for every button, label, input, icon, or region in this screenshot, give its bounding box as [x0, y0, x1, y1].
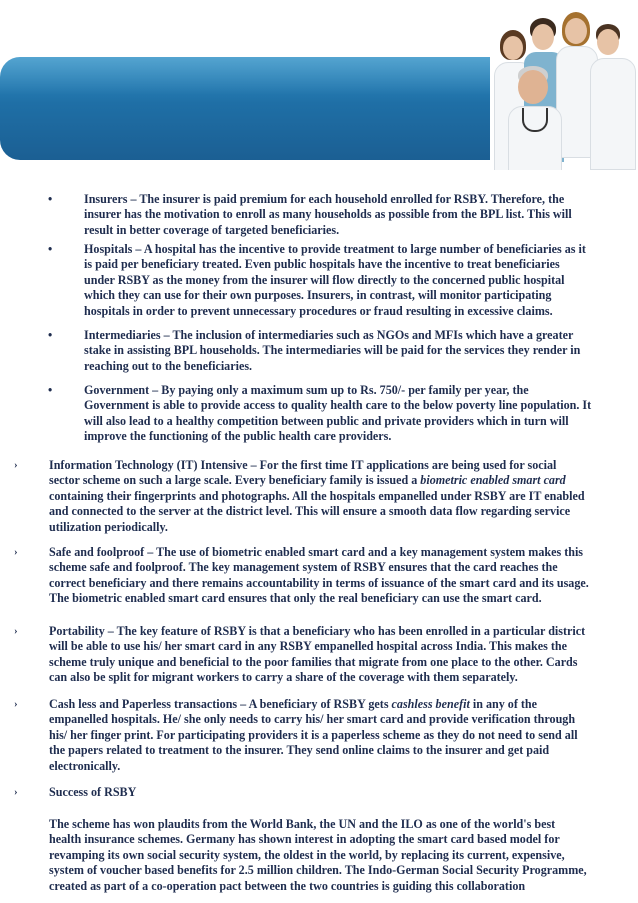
bullet-marker: •	[48, 192, 53, 206]
text-line: Government – By paying only a maximum sum up to Rs. 750/- per family per year, the	[84, 383, 529, 397]
text-line: reaching out to the beneficiaries.	[84, 358, 253, 373]
arrow-marker-icon: ›	[14, 625, 18, 637]
text-line: insurer has the motivation to enroll as many households as possible from the BPL list. This will	[84, 207, 572, 222]
text-line: created as part of a co-operation pact between the two countries is guiding this collaboration	[49, 878, 526, 893]
text-line: The scheme has won plaudits from the World Bank, the UN and the ILO as one of the world's best	[49, 817, 556, 831]
text-line	[49, 697, 627, 712]
bullet-marker: •	[48, 383, 53, 397]
arrow-marker-icon: ›	[14, 546, 18, 558]
text-line: will also lead to a healthy competition between public and private providers which in turn will	[84, 413, 569, 428]
text-line: system of voucher based benefits for 2.5 million children. The Indo-German Social Security Programme,	[49, 863, 587, 878]
list-item-text	[84, 192, 624, 238]
section-heading: Success of RSBY	[49, 785, 137, 799]
list-item-text	[49, 545, 627, 607]
text-span: in any of the	[469, 697, 538, 711]
text-line: containing their fingerprints and photographs. All the hospitals empanelled under RSBY are IT enabled	[49, 488, 585, 503]
list-item-text	[49, 624, 627, 686]
text-line: health insurance schemes. Germany has shown interest in adopting the smart card based model for	[49, 832, 560, 847]
text-line: empanelled hospitals. He/ she only needs to carry his/ her smart card and provide verification through	[49, 712, 576, 727]
text-line: Safe and foolproof – The use of biometric enabled smart card and a key management system makes this	[49, 545, 584, 559]
text-line: the papers related to treatment to the insurer. They send online claims to the insurer and get paid	[49, 743, 550, 758]
italic-term: biometric enabled smart card	[420, 473, 566, 488]
text-line: electronically.	[49, 758, 121, 773]
text-span: sector scheme on such a large scale. Every beneficiary family is issued a	[49, 473, 421, 488]
text-line: hospitals in order to prevent unnecessary procedures or fraud resulting in excessive claims.	[84, 303, 553, 318]
text-line: revamping its own social security system, the oldest in the world, by replacing its current, expensive,	[49, 847, 565, 862]
text-line: Intermediaries – The inclusion of intermediaries such as NGOs and MFIs which have a greater	[84, 328, 574, 342]
text-line: Insurers – The insurer is paid premium for each household enrolled for RSBY. Therefore, the	[84, 192, 565, 206]
text-line: Government is able to provide access to quality health care to the below poverty line population. It	[84, 398, 592, 413]
bullet-marker: •	[48, 328, 53, 342]
text-line: stake in assisting BPL households. The intermediaries will be paid for the services they render in	[84, 343, 581, 358]
text-line: under RSBY as the money from the insurer will flow directly to the concerned public hospital	[84, 272, 565, 287]
text-line: Information Technology (IT) Intensive – For the first time IT applications are being used for social	[49, 458, 557, 472]
text-line: will be able to use his/ her smart card in any RSBY empanelled hospital across India. This makes the	[49, 639, 567, 654]
text-line: Portability – The key feature of RSBY is that a beneficiary who has been enrolled in a particular district	[49, 624, 586, 638]
text-line: The biometric enabled smart card ensures that only the real beneficiary can use the smart card.	[49, 591, 542, 606]
list-item-text	[84, 242, 624, 319]
text-line: result in better coverage of targeted beneficiaries.	[84, 222, 340, 237]
text-line: his/ her finger print. For participating providers it is a paperless scheme as they do not need to send all	[49, 727, 578, 742]
text-line: improve the functioning of the public health care providers.	[84, 429, 392, 444]
text-span: Cash less and Paperless transactions – A beneficiary of RSBY gets	[49, 697, 392, 711]
list-item-text	[49, 458, 627, 535]
list-item-text	[84, 328, 624, 374]
text-line: scheme safe and foolproof. The key management system of RSBY ensures that the card reaches the	[49, 560, 558, 575]
text-line: scheme truly unique and beneficial to the poor families that migrate from one place to the other. Cards	[49, 654, 578, 669]
success-paragraph	[49, 817, 627, 894]
arrow-marker-icon: ›	[14, 786, 18, 798]
text-line: can also be split for migrant workers to carry a share of the coverage with them separately.	[49, 670, 518, 685]
text-line: correct beneficiary and there remains accountability in terms of issuance of the smart card and its usage.	[49, 575, 589, 590]
bullet-marker: •	[48, 242, 53, 256]
doctors-photo	[490, 8, 638, 170]
text-line	[49, 473, 627, 488]
text-line: is paid per beneficiary treated. Even public hospitals have the incentive to treat beneficiaries	[84, 257, 560, 272]
text-line: and connected to the server at the district level. This will ensure a smooth data flow regarding service	[49, 504, 571, 519]
italic-term: cashless benefit	[391, 697, 470, 711]
list-item-text	[84, 383, 624, 445]
text-line: Hospitals – A hospital has the incentive to provide treatment to large number of beneficiaries as it	[84, 242, 586, 256]
list-item-text	[49, 697, 627, 774]
text-line: utilization periodically.	[49, 519, 168, 534]
text-line: which they can use for their own purposes. Insurers, in contrast, will monitor participating	[84, 288, 552, 303]
arrow-marker-icon: ›	[14, 698, 18, 710]
arrow-marker-icon: ›	[14, 459, 18, 471]
